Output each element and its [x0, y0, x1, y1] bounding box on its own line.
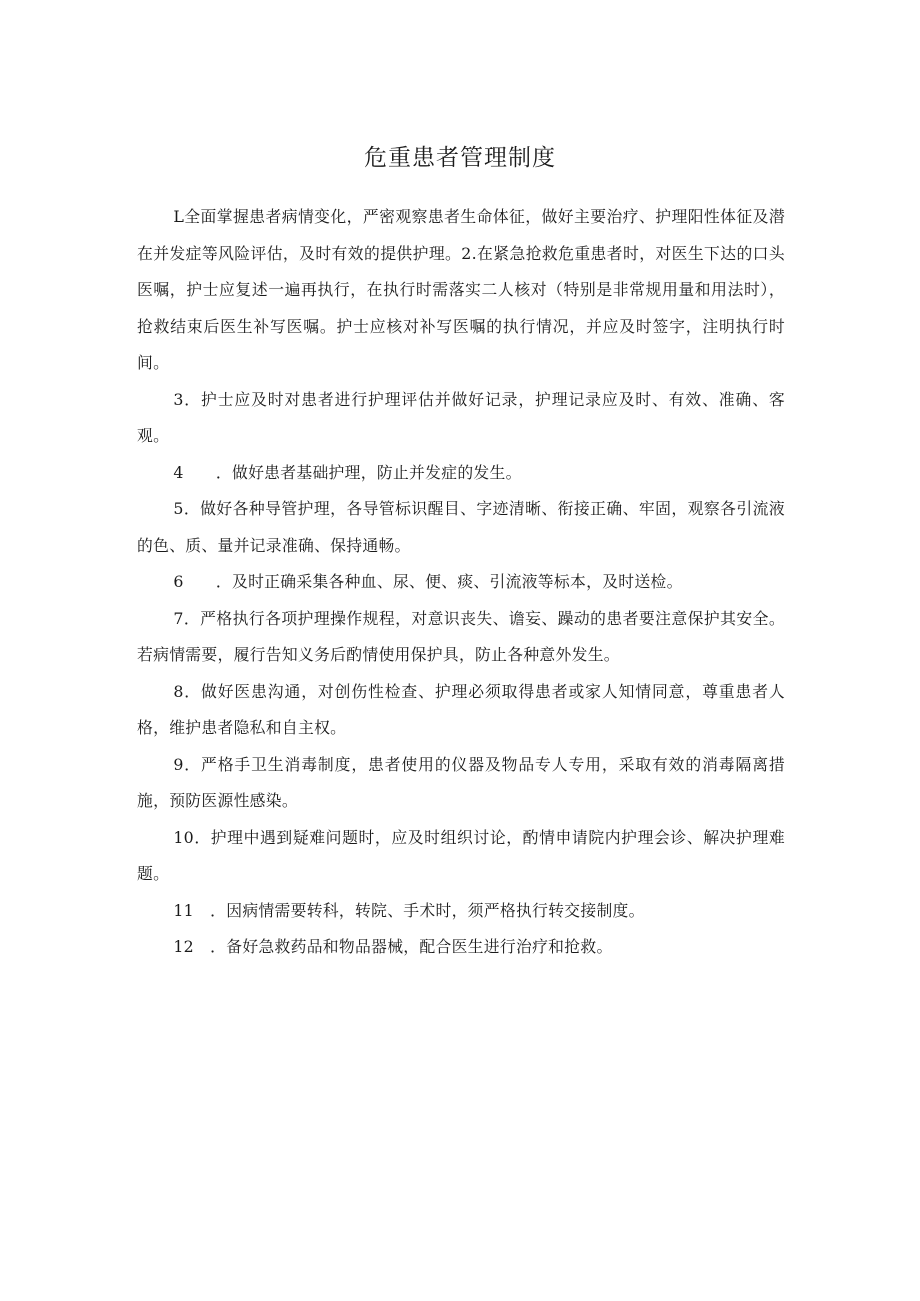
paragraph-8: 8．做好医患沟通，对创伤性检查、护理必须取得患者或家人知情同意，尊重患者人格，维护患者隐私和自主权。 — [137, 681, 785, 737]
paragraph-12: 12 ．备好急救药品和物品器械，配合医生进行治疗和抢救。 — [173, 937, 613, 956]
paragraph-4: 4 ．做好患者基础护理，防止并发症的发生。 — [173, 462, 522, 482]
paragraph-3: 3．护士应及时对患者进行护理评估并做好记录，护理记录应及时、有效、准确、客观。 — [137, 389, 785, 445]
paragraph-7: 7．严格执行各项护理操作规程，对意识丧失、谵妄、躁动的患者要注意保护其安全。若病情需要，履行告知义务后酌情使用保护具，防止各种意外发生。 — [137, 608, 785, 664]
paragraph-11: 11 ．因病情需要转科，转院、手术时，须严格执行转交接制度。 — [173, 900, 645, 920]
document-title: 危重患者管理制度 — [364, 145, 556, 171]
paragraph-6: 6 ．及时正确采集各种血、尿、便、痰、引流液等标本，及时送检。 — [173, 572, 683, 591]
paragraph-1: L全面掌握患者病情变化，严密观察患者生命体征，做好主要治疗、护理阳性体征及潜在并发症等风险评估，及时有效的提供护理。2.在紧急抢救危重患者时，对医生下达的口头医嘱，护士应复述一遍再执行，在执行时需落实二人核对（特别是非常规用量和用法时），抢救结束后医生补写医嘱。护士应核对补写医嘱的执行情况，并应及时签字，注明执行时间。 — [137, 207, 785, 372]
paragraph-5: 5．做好各种导管护理，各导管标识醒目、字迹清晰、衔接正确、牢固，观察各引流液的色、质、量并记录准确、保持通畅。 — [137, 499, 785, 555]
paragraph-9: 9．严格手卫生消毒制度，患者使用的仪器及物品专人专用，采取有效的消毒隔离措施，预防医源性感染。 — [137, 754, 785, 810]
paragraph-10: 10．护理中遇到疑难问题时，应及时组织讨论，酌情申请院内护理会诊、解决护理难题。 — [137, 827, 785, 883]
document-body — [137, 199, 785, 966]
